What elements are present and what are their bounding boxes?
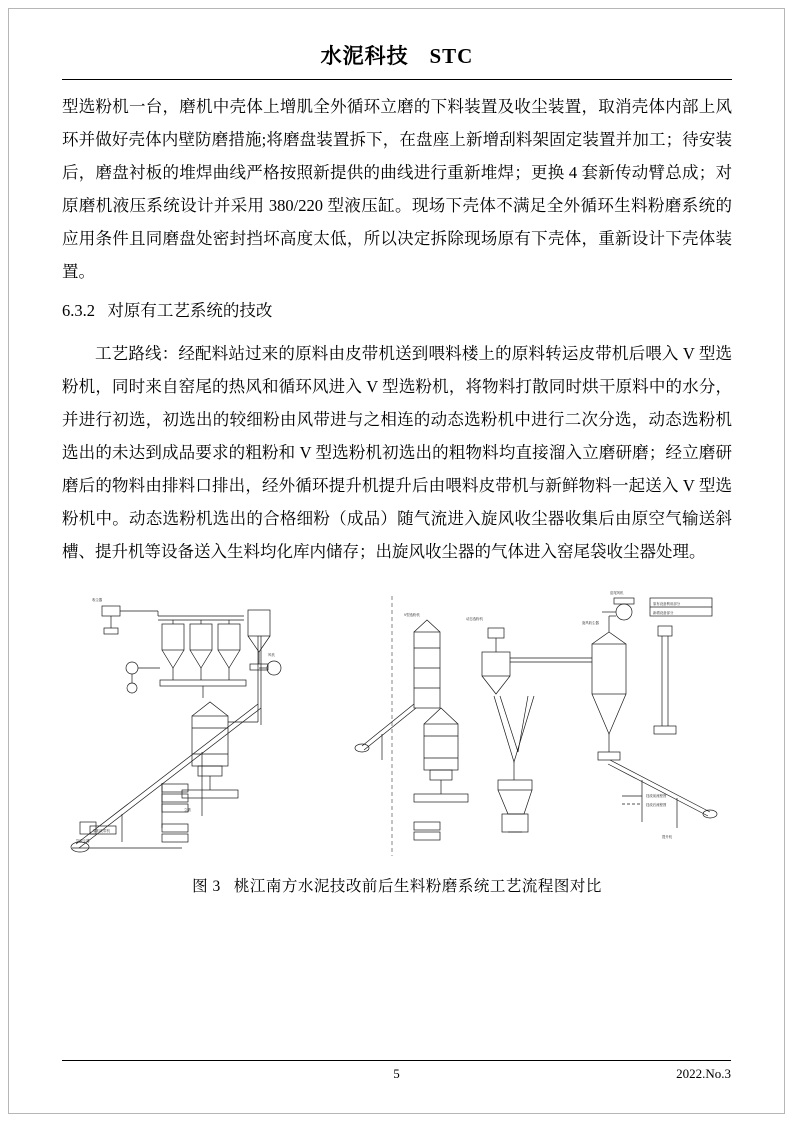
paragraph-2: 工艺路线：经配料站过来的原料由皮带机送到喂料楼上的原料转运皮带机后喂入 V 型选粉机，同时来自窑尾的热风和循环风进入 V 型选粉机，将物料打散同时烘干原料中的水分，并进行初选，初选出的较细粉由风带进与之相连的动态选粉机中进行二次分选，动态选粉机选出的未达到成品要求的粗粉和 V 型选粉机初选出的粗物料均直接溜入立磨研磨；经立磨研磨后的物料由排料口排出，经外循环提升机提升后由喂料皮带机与新鲜物料一起送入 V 型选粉机中。动态选粉机选出的合格细粉（成品）随气流进入旋风收尘器收集后由原空气输送斜槽、提升机等设备送入生料均化库内储存；出旋风收尘器的气体进入窑尾袋收尘器处理。 <box>62 344 732 561</box>
tag-cyclone-label: 旋风收尘器 <box>582 621 599 625</box>
tag-mill-label: 立磨 <box>184 808 191 812</box>
process-flow-diagram <box>62 576 732 866</box>
tag-left-label: 原料皮带机 <box>93 829 110 833</box>
body-copy-2 <box>62 337 732 568</box>
section-heading <box>62 294 732 327</box>
journal-title-abbr: STC <box>429 44 474 68</box>
svg-text:收尘器: 收尘器 <box>92 598 103 602</box>
section-number: 6.3.2 <box>62 301 95 320</box>
body-copy <box>62 90 732 288</box>
legend-line-1: 原有设备利用部分 <box>653 602 681 606</box>
header-divider <box>62 79 732 80</box>
issue-label: 2022.No.3 <box>676 1066 731 1081</box>
legend-line-2: 新增设备部分 <box>653 611 674 615</box>
page-content <box>62 0 732 896</box>
paragraph-1: 型选粉机一台，磨机中壳体上增肌全外循环立磨的下料装置及收尘装置，取消壳体内部上风环并做好壳体内壁防磨措施;将磨盘装置拆下，在盘座上新增刮料架固定装置并加工；待安装后，磨盘衬板的堆焊曲线严格按照新提供的曲线进行重新堆焊；更换 4 套新传动臂总成；对原磨机液压系统设计并采用 380/220 型液压缸。现场下壳体不满足全外循环生料粉磨系统的应用条件且同磨盘处密封挡坏高度太低，所以决定拆除现场原有下壳体，重新设计下壳体装置。 <box>62 97 732 281</box>
legend-box-line-1: 技改前流程图 <box>646 794 667 798</box>
figure-caption-text: 桃江南方水泥技改前后生料粉磨系统工艺流程图对比 <box>233 878 602 895</box>
section-title: 对原有工艺系统的技改 <box>107 301 273 320</box>
svg-text:袋收尘器: 袋收尘器 <box>76 839 90 843</box>
legend-box-line-2: 技改后流程图 <box>646 803 667 807</box>
tag-dyn-separator-label: 动态选粉机 <box>466 617 483 621</box>
tag-elevator-label: 提升机 <box>662 835 673 839</box>
tag-v-separator-label: V型选粉机 <box>404 613 420 617</box>
figure-caption <box>62 874 732 896</box>
footer-divider <box>62 1060 731 1061</box>
journal-title-cn: 水泥科技 <box>320 43 409 68</box>
page-number: 5 <box>393 1066 400 1081</box>
figure-caption-label: 图 3 <box>192 878 221 895</box>
tag-fan-label: 窑尾风机 <box>610 591 624 595</box>
page-footer <box>62 1060 731 1084</box>
svg-text:风机: 风机 <box>268 653 275 657</box>
figure-3 <box>62 576 732 866</box>
running-header <box>62 0 732 70</box>
